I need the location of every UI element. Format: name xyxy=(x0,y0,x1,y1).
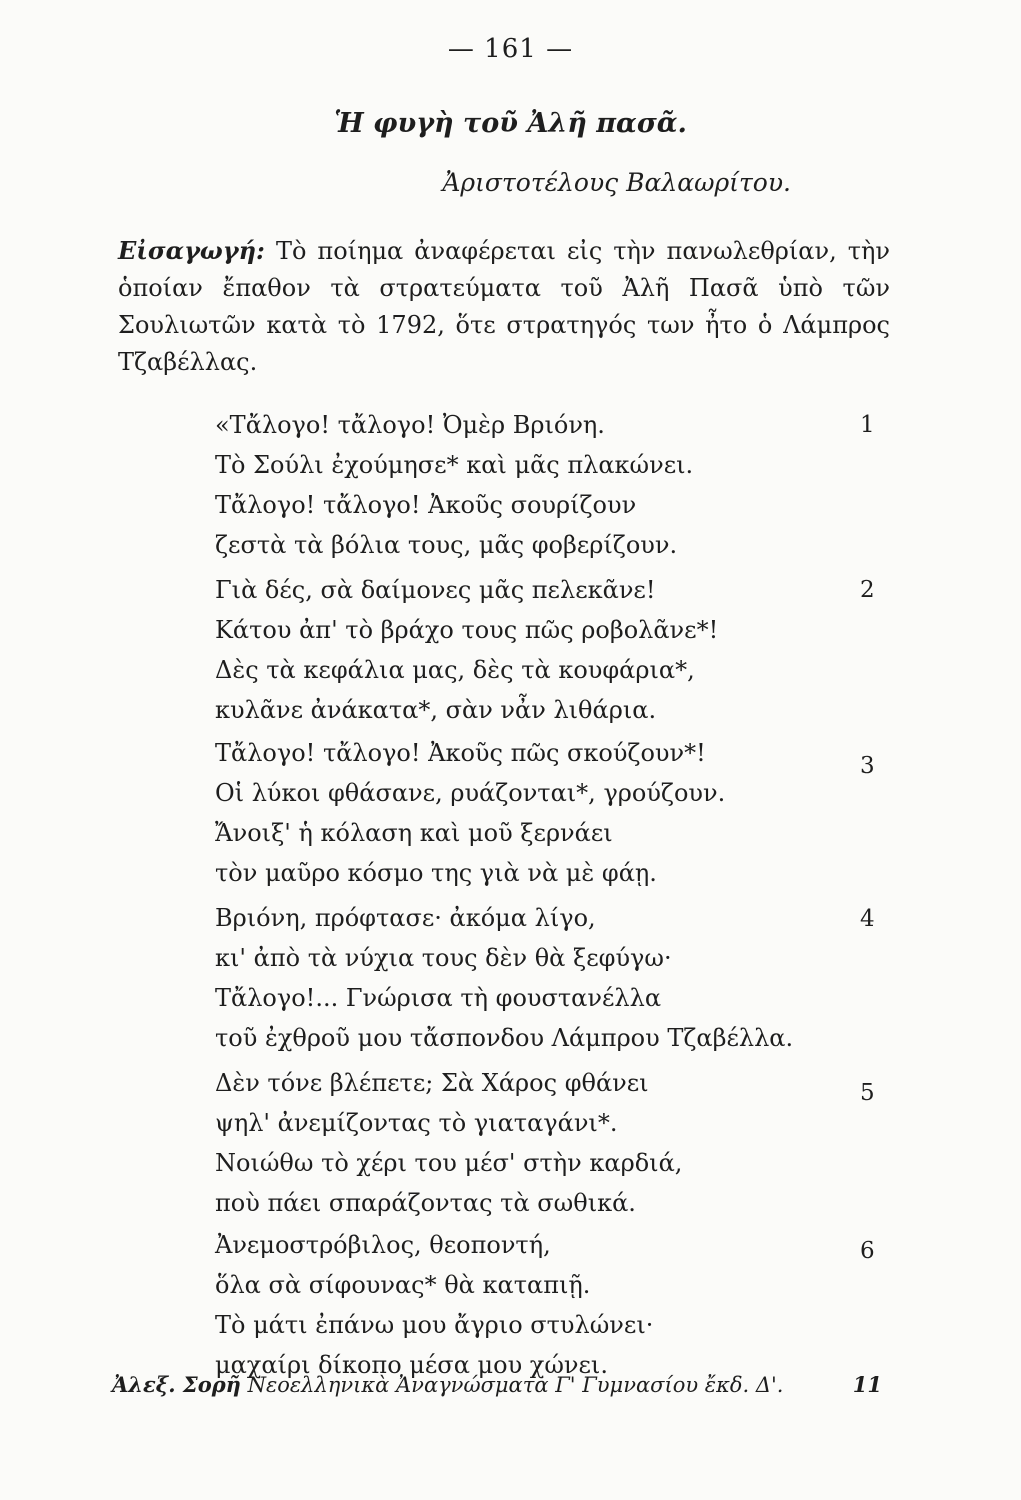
stanza-line: τοῦ ἐχθροῦ μου τἄσπονδου Λάμπρου Τζαβέλλα. xyxy=(215,1024,794,1052)
stanza-line: μαχαίρι δίκοπο μέσα μου χώνει. xyxy=(215,1351,608,1379)
footer-author: Ἀλεξ. Σορῆ xyxy=(112,1372,241,1397)
stanza-number-6: 6 xyxy=(860,1238,875,1264)
stanza-number-2: 2 xyxy=(860,577,875,603)
stanza-line: τὸν μαῦρο κόσμο της γιὰ νὰ μὲ φάῃ. xyxy=(215,859,657,887)
footer-book: Νεοελληνικὰ Ἀναγνώσματα Γ' Γυμνασίου ἔκδ. Δ'. xyxy=(247,1373,784,1397)
stanza-line: Βριόνη, πρόφτασε· ἀκόμα λίγο, xyxy=(215,904,596,932)
stanza-line: Τἄλογο! τἄλογο! Ἀκοῦς πῶς σκούζουν*! xyxy=(215,739,706,767)
stanza-number-5: 5 xyxy=(860,1080,875,1106)
stanza-line: Δὲς τὰ κεφάλια μας, δὲς τὰ κουφάρια*, xyxy=(215,656,695,684)
stanza-number-4: 4 xyxy=(860,906,875,932)
stanza-line: Τἄλογο!... Γνώρισα τὴ φουστανέλλα xyxy=(215,984,662,1012)
stanza-line: Δὲν τόνε βλέπετε; Σὰ Χάρος φθάνει xyxy=(215,1069,649,1097)
stanza-5 xyxy=(215,1063,775,1223)
stanza-line: ὅλα σὰ σίφουνας* θὰ καταπιῇ. xyxy=(215,1271,591,1299)
stanza-3 xyxy=(215,733,775,893)
poem-author: Ἀριστοτέλους Βαλαωρίτου. xyxy=(442,168,791,197)
intro-text: Τὸ ποίημα ἀναφέρεται εἰς τὴν πανωλεθρίαν, τὴν ὁποίαν ἔπαθον τὰ στρατεύματα τοῦ Ἀλῆ Πασᾶ ὑπὸ τῶν Σουλιωτῶν κατὰ τὸ 1792, ὅτε στρατηγός των ἦτο ὁ Λάμπρος Τζαβέλλας. xyxy=(118,237,890,376)
footer-signature: 11 xyxy=(852,1372,882,1397)
intro-label: Εἰσαγωγή: xyxy=(118,236,265,265)
stanza-line: Νοιώθω τὸ χέρι του μέσ' στὴν καρδιά, xyxy=(215,1149,683,1177)
stanza-line: Τὸ μάτι ἐπάνω μου ἄγριο στυλώνει· xyxy=(215,1311,654,1339)
stanza-number-1: 1 xyxy=(860,412,875,438)
stanza-line: ψηλ' ἀνεμίζοντας τὸ γιαταγάνι*. xyxy=(215,1109,618,1137)
stanza-line: κυλᾶνε ἀνάκατα*, σὰν νἆν λιθάρια. xyxy=(215,696,657,724)
introduction xyxy=(118,232,890,381)
stanza-4 xyxy=(215,898,794,1058)
page-number: — 161 — xyxy=(447,34,574,64)
poem-title: Ἡ φυγὴ τοῦ Ἀλῆ πασᾶ. xyxy=(334,108,687,139)
stanza-line: Ἀνεμοστρόβιλος, θεοποντή, xyxy=(215,1231,551,1259)
stanza-line: Τὸ Σούλι ἐχούμησε* καὶ μᾶς πλακώνει. xyxy=(215,451,694,479)
stanza-line: Τἄλογο! τἄλογο! Ἀκοῦς σουρίζουν xyxy=(215,491,637,519)
stanza-line: Κάτου ἀπ' τὸ βράχο τους πῶς ροβολᾶνε*! xyxy=(215,616,719,644)
stanza-line: Ἄνοιξ' ἡ κόλαση καὶ μοῦ ξερνάει xyxy=(215,819,613,847)
stanza-line: ποὺ πάει σπαράζοντας τὰ σωθικά. xyxy=(215,1189,636,1217)
stanza-line: Γιὰ δές, σὰ δαίμονες μᾶς πελεκᾶνε! xyxy=(215,576,656,604)
stanza-line: κι' ἀπὸ τὰ νύχια τους δὲν θὰ ξεφύγω· xyxy=(215,944,672,972)
stanza-line: «Τἄλογο! τἄλογο! Ὀμὲρ Βριόνη. xyxy=(215,411,605,439)
stanza-2 xyxy=(215,570,775,730)
stanza-line: Οἱ λύκοι φθάσανε, ρυάζονται*, γρούζουν. xyxy=(215,779,726,807)
stanza-line: ζεστὰ τὰ βόλια τους, μᾶς φοβερίζουν. xyxy=(215,531,678,559)
footer-source xyxy=(112,1372,882,1397)
stanza-6 xyxy=(215,1225,775,1385)
stanza-number-3: 3 xyxy=(860,753,875,779)
stanza-1 xyxy=(215,405,775,565)
